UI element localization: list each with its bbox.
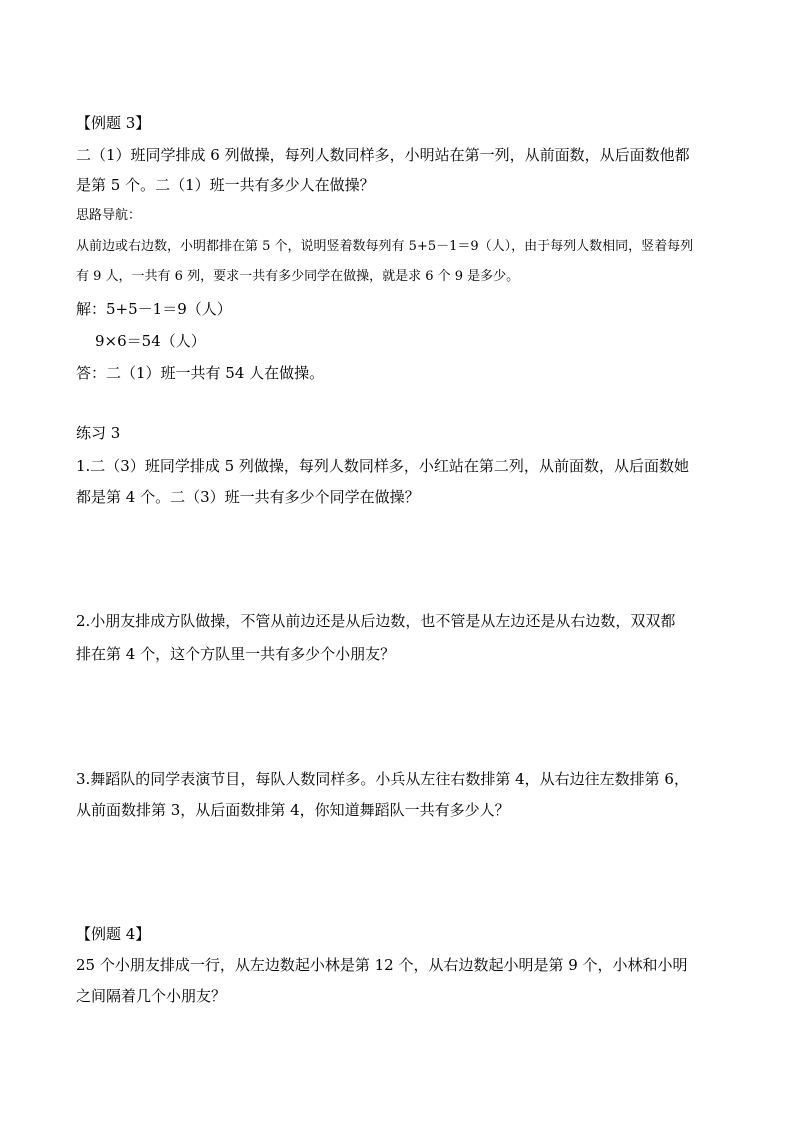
- example-4-heading: 【例题 4】: [76, 925, 151, 943]
- hint-line-1: 从前边或右边数，小明都排在第 5 个，说明竖着数每列有 5+5－1＝9（人），由于每列人数相同，竖着每列: [76, 239, 694, 254]
- hint-line-2: 有 9 人，一共有 6 列，要求一共有多少同学在做操，就是求 6 个 9 是多少。: [76, 269, 520, 284]
- practice-q3-line-2: 从前面数排第 3，从后面数排第 4，你知道舞蹈队一共有多少人？: [76, 801, 510, 819]
- example-3-problem-line-1: 二（1）班同学排成 6 列做操，每列人数同样多，小明站在第一列，从前面数，从后面数他都: [76, 146, 690, 164]
- example-3-problem-line-2: 是第 5 个。二（1）班一共有多少人在做操？: [76, 176, 375, 194]
- solution-line-1: 解：5+5－1＝9（人）: [76, 300, 232, 318]
- solution-line-2: 9×6＝54（人）: [95, 332, 206, 350]
- example-4-problem-line-1: 25 个小朋友排成一行，从左边数起小林是第 12 个，从右边数起小明是第 9 个，小林和小明: [76, 956, 688, 974]
- example-3-answer: 答：二（1）班一共有 54 人在做操。: [76, 364, 325, 382]
- practice-q1-line-1: 1.二（3）班同学排成 5 列做操，每列人数同样多，小红站在第二列，从前面数，从后面数她: [76, 457, 689, 475]
- example-4-problem-line-2: 之间隔着几个小朋友？: [76, 987, 227, 1005]
- practice-q2-line-1: 2.小朋友排成方队做操，不管从前边还是从后边数，也不管是从左边还是从右边数，双双都: [76, 612, 676, 630]
- hint-title: 思路导航：: [76, 208, 142, 223]
- example-3-heading: 【例题 3】: [76, 114, 151, 132]
- practice-q3-line-1: 3.舞蹈队的同学表演节目，每队人数同样多。小兵从左往右数排第 4，从右边往左数排第 6，: [76, 770, 689, 788]
- practice-q1-line-2: 都是第 4 个。二（3）班一共有多少个同学在做操？: [76, 488, 420, 506]
- practice-3-heading: 练习 3: [76, 424, 121, 442]
- practice-q2-line-2: 排在第 4 个，这个方队里一共有多少个小朋友？: [76, 645, 396, 663]
